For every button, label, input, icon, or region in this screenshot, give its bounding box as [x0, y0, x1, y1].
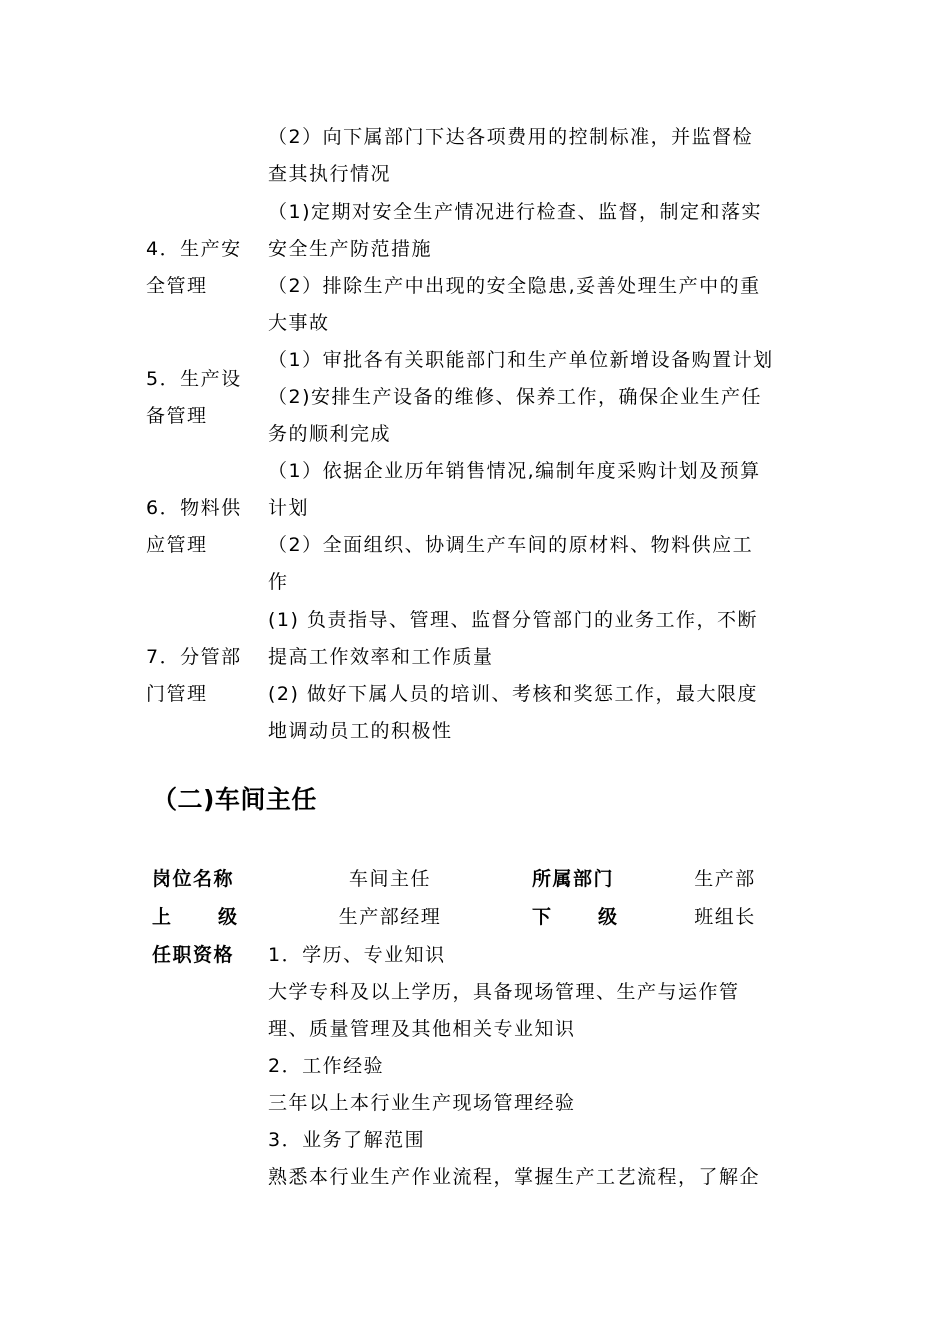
- label-qualifications: 任职资格: [152, 944, 235, 966]
- qualification-line: 2．工作经验: [268, 1055, 385, 1077]
- duty-content-line: （1)定期对安全生产情况进行检查、监督，制定和落实: [268, 201, 763, 223]
- duty-content-line: （2)安排生产设备的维修、保养工作，确保企业生产任: [268, 386, 763, 408]
- duty-content-line: （1）审批各有关职能部门和生产单位新增设备购置计划: [268, 349, 774, 371]
- label-position-name: 岗位名称: [152, 868, 235, 890]
- value-position-name: 车间主任: [348, 868, 431, 890]
- qualification-line: 1．学历、专业知识: [268, 944, 446, 966]
- label-superior: 级: [218, 906, 239, 928]
- label-subordinate: 级: [598, 906, 619, 928]
- qualification-line: 三年以上本行业生产现场管理经验: [268, 1092, 576, 1114]
- duty-title-equipment: 5．生产设: [146, 368, 242, 390]
- qualification-line: 大学专科及以上学历，具备现场管理、生产与运作管: [268, 981, 740, 1003]
- duty-content-line: 大事故: [268, 312, 330, 334]
- duty-title-materials: 6．物料供: [146, 497, 242, 519]
- duty-title-departments: 7．分管部: [146, 646, 242, 668]
- duty-content-line: （2）全面组织、协调生产车间的原材料、物料供应工: [268, 534, 754, 556]
- value-superior: 生产部经理: [338, 906, 442, 928]
- duty-content-line: (1) 负责指导、管理、监督分管部门的业务工作，不断: [268, 609, 758, 631]
- qualification-line: 熟悉本行业生产作业流程，掌握生产工艺流程，了解企: [268, 1166, 761, 1188]
- duty-content-line: 安全生产防范措施: [268, 238, 433, 260]
- duty-content-line: 计划: [268, 497, 310, 519]
- duty-title-departments: 门管理: [146, 683, 208, 705]
- qualification-line: 3．业务了解范围: [268, 1129, 426, 1151]
- duty-title-safety: 4．生产安: [146, 238, 242, 260]
- duty-content-line: 作: [268, 571, 289, 593]
- duty-content-line: （2）排除生产中出现的安全隐患,妥善处理生产中的重: [268, 275, 761, 297]
- duty-title-materials: 应管理: [146, 534, 208, 556]
- label-superior: 上: [152, 906, 173, 928]
- duty-title-safety: 全管理: [146, 275, 208, 297]
- section-heading: （二)车间主任: [152, 785, 317, 814]
- duty-content-line: 地调动员工的积极性: [268, 720, 453, 742]
- duty-title-equipment: 备管理: [146, 405, 208, 427]
- duty-content-line: 务的顺利完成: [268, 423, 392, 445]
- qualification-line: 理、质量管理及其他相关专业知识: [268, 1018, 576, 1040]
- value-subordinate: 班组长: [694, 906, 756, 928]
- duty-continuation-line: （2）向下属部门下达各项费用的控制标准，并监督检: [268, 126, 754, 148]
- label-department: 所属部门: [532, 868, 615, 890]
- duty-content-line: (2) 做好下属人员的培训、考核和奖惩工作，最大限度: [268, 683, 758, 705]
- duty-content-line: 提高工作效率和工作质量: [268, 646, 494, 668]
- duty-content-line: （1）依据企业历年销售情况,编制年度采购计划及预算: [268, 460, 761, 482]
- label-subordinate: 下: [532, 906, 553, 928]
- value-department: 生产部: [694, 868, 756, 890]
- duty-continuation-line: 查其执行情况: [268, 163, 392, 185]
